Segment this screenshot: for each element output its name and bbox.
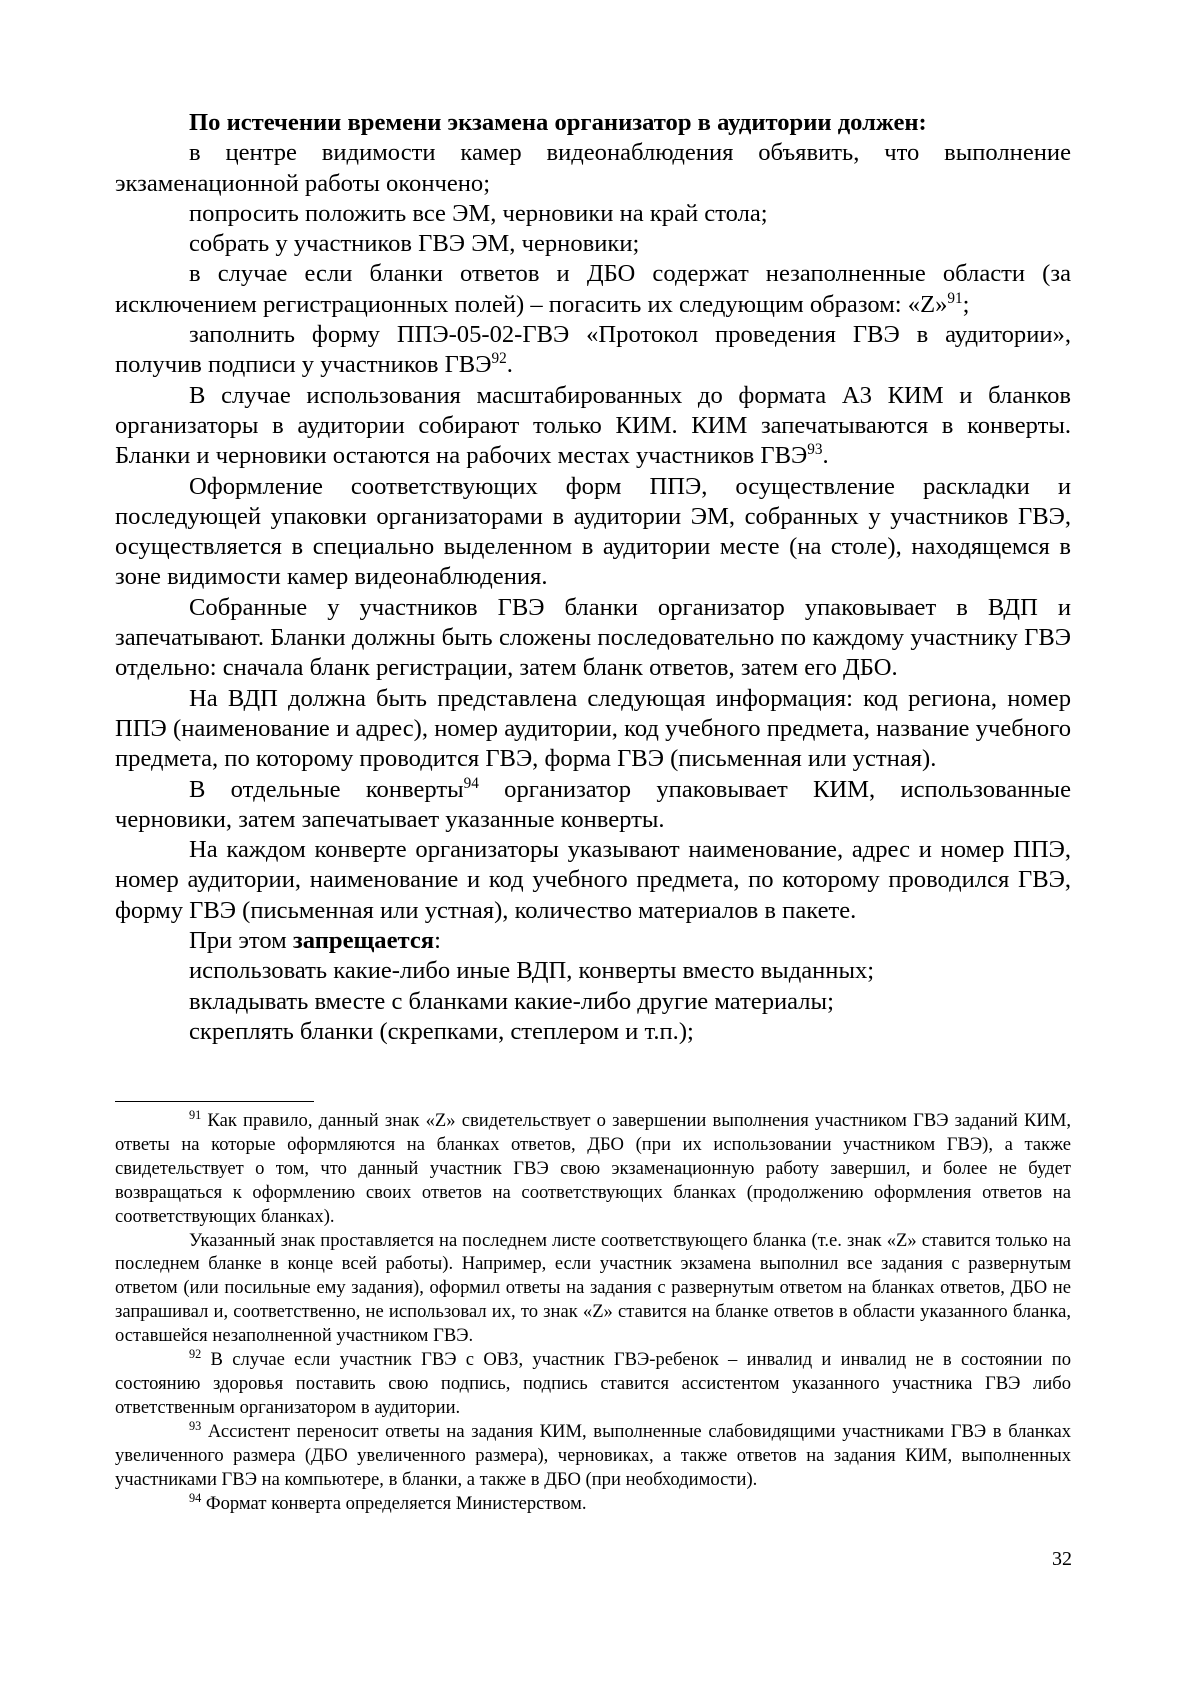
- paragraph: Оформление соответствующих форм ППЭ, осуществление раскладки и последующей упаковки организаторами в аудитории ЭМ, собранных у участников ГВЭ, осуществляется в специально выделенном в аудитории месте (на столе), находящемся в зоне видимости камер видеонаблюдения.: [115, 472, 1071, 591]
- paragraph: В случае использования масштабированных до формата А3 КИМ и бланков организаторы в аудитории собирают только КИМ. КИМ запечатываются в конверты. Бланки и черновики остаются на рабочих местах участников ГВЭ$^{93}$.: [115, 381, 1071, 470]
- paragraph: Собранные у участников ГВЭ бланки организатор упаковывает в ВДП и запечатывают. Бланки должны быть сложены последовательно по каждому участнику ГВЭ отдельно: сначала бланк регистрации, затем бланк ответов, затем его ДБО.: [115, 593, 1071, 682]
- footnote: $^{92}$ В случае если участник ГВЭ с ОВЗ, участник ГВЭ-ребенок – инвалид и инвалид не в состоянии по состоянию здоровья поставить свою подпись, подпись ставится ассистентом указанного участника ГВЭ либо ответственным организатором в аудитории.: [115, 1346, 1071, 1418]
- footnote: $^{93}$ Ассистент переносит ответы на задания КИМ, выполненные слабовидящими участниками ГВЭ в бланках увеличенного размера (ДБО увеличенного размера), черновиках, а также ответов на задания КИМ, выполненных участниками ГВЭ на компьютере, в бланки, а также в ДБО (при необходимости).: [115, 1418, 1071, 1490]
- footnote-ref[interactable]: 92: [491, 350, 507, 368]
- paragraph: собрать у участников ГВЭ ЭМ, черновики;: [189, 230, 640, 258]
- list-item: использовать какие-либо иные ВДП, конверты вместо выданных;: [189, 957, 875, 985]
- paragraph: заполнить форму ППЭ-05-02-ГВЭ «Протокол проведения ГВЭ в аудитории», получив подписи у участников ГВЭ$^{92}$.: [115, 321, 1071, 379]
- paragraph: в центре видимости камер видеонаблюдения объявить, что выполнение экзаменационной работы окончено;: [115, 139, 1071, 197]
- footnotes: [115, 1109, 1071, 1515]
- paragraph: На каждом конверте организаторы указывают наименование, адрес и номер ППЭ, номер аудитории, наименование и код учебного предмета, по которому проводился ГВЭ, форму ГВЭ (письменная или устная), количество материалов в пакете.: [115, 836, 1071, 924]
- footnote-number: 94: [189, 1490, 202, 1505]
- footnote-separator: [115, 1101, 314, 1102]
- footnote-number: 93: [189, 1418, 202, 1433]
- paragraph: попросить положить все ЭМ, черновики на край стола;: [189, 199, 768, 227]
- main-text: [115, 108, 1071, 1047]
- footnote: $^{94}$ Формат конверта определяется Министерством.: [189, 1490, 587, 1514]
- footnote-number: 92: [189, 1346, 202, 1361]
- list-item: скреплять бланки (скрепками, степлером и т.п.);: [189, 1017, 694, 1045]
- footnote-ref[interactable]: 93: [807, 441, 823, 459]
- paragraph: На ВДП должна быть представлена следующая информация: код региона, номер ППЭ (наименование и адрес), номер аудитории, код учебного предмета, название учебного предмета, по которому проводится ГВЭ, форма ГВЭ (письменная или устная).: [115, 684, 1071, 773]
- footnote-number: 91: [189, 1107, 202, 1122]
- emphasis: запрещается: [292, 927, 435, 955]
- footnote: Указанный знак проставляется на последнем листе соответствующего бланка (т.е. знак «Z» ставится только на последнем бланке в конце всей работы). Например, если участник экзамена выполнил все задания с развернутым ответом (или посильные ему задания), оформил ответы на задания с развернутым ответом на бланках ответов, ДБО не запрашивал и, соответственно, не использовал их, то знак «Z» ставится на бланке ответов в области указанного бланка, оставшейся незаполненной участником ГВЭ.: [115, 1229, 1071, 1347]
- footnote-ref[interactable]: 91: [947, 289, 963, 307]
- paragraph: В отдельные конверты$^{94}$ организатор упаковывает КИМ, использованные черновики, затем запечатывает указанные конверты.: [115, 774, 1072, 833]
- section-heading: По истечении времени экзамена организатор в аудитории должен:: [189, 109, 927, 136]
- list-item: вкладывать вместе с бланками какие-либо другие материалы;: [189, 987, 834, 1015]
- paragraph: При этом запрещается:: [189, 927, 441, 955]
- footnote: $^{91}$ Как правило, данный знак «Z» свидетельствует о завершении выполнения участником ГВЭ заданий КИМ, ответы на которые оформляются на бланках ответов, ДБО (при их использовании участником ГВЭ), а также свидетельствует о том, что данный участник ГВЭ свою экзаменационную работу завершил, и более не будет возвращаться к оформлению своих ответов на соответствующих бланках (продолжению оформления ответов на соответствующих бланках).: [115, 1107, 1071, 1227]
- page-number: 32: [1052, 1548, 1072, 1570]
- paragraph: в случае если бланки ответов и ДБО содержат незаполненные области (за исключением регистрационных полей) – погасить их следующим образом: «Z»$^{91}$;: [115, 260, 1071, 318]
- footnote-ref[interactable]: 94: [463, 774, 479, 792]
